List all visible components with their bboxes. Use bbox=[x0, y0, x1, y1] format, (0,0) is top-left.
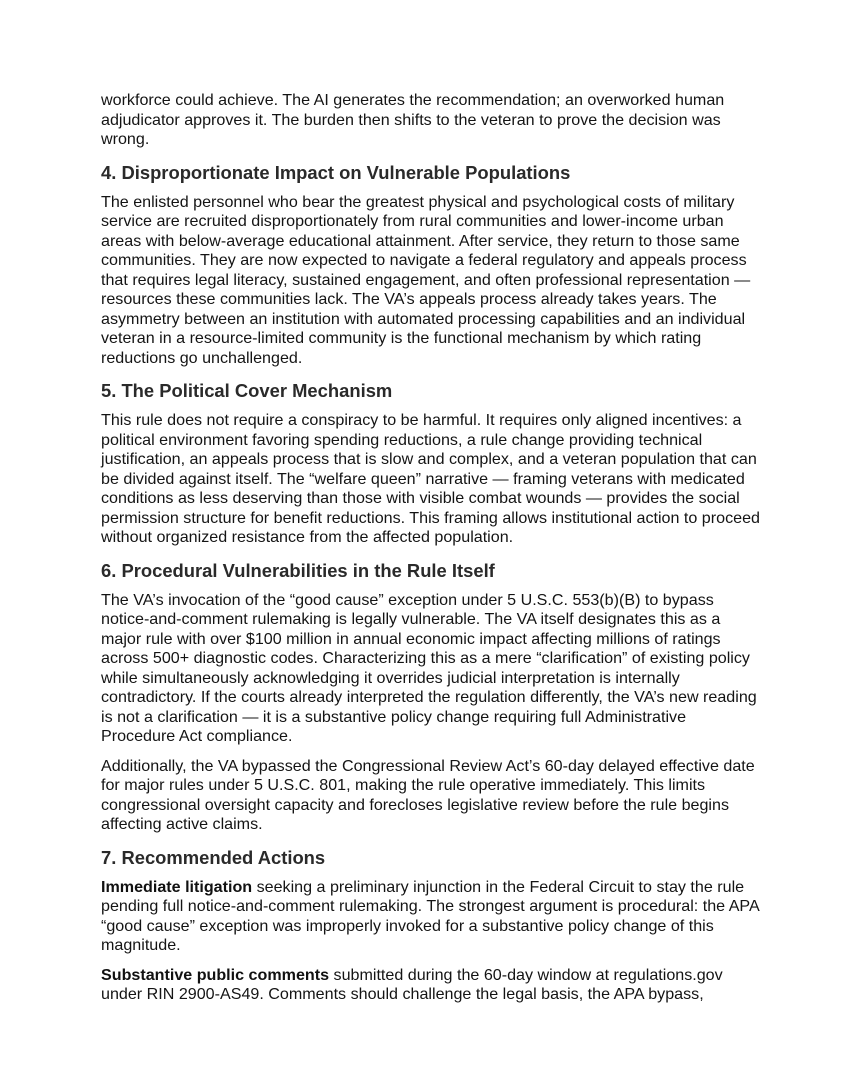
section-paragraph: The enlisted personnel who bear the greatest physical and psychological costs of military service are recruited disproportionately from rural communities and lower-income urban areas with below-average educational attainment. After service, they return to those same communities. They are now expected to navigate a federal regulatory and appeals process that requires legal literacy, sustained engagement, and often professional representation — resources these communities lack. The VA’s appeals process already takes years. The asymmetry between an institution with automated processing capabilities and an individual veteran in a resource-limited community is the functional mechanism by which rating reductions go unchallenged. bbox=[101, 192, 751, 367]
intro-paragraph: workforce could achieve. The AI generates the recommendation; an overworked human adjudicator approves it. The burden then shifts to the veteran to prove the decision was wrong. bbox=[101, 91, 725, 148]
section-recommended-actions bbox=[101, 847, 761, 1005]
section-political-cover bbox=[101, 380, 761, 548]
section-heading: 4. Disproportionate Impact on Vulnerable Populations bbox=[101, 161, 571, 183]
document-page bbox=[101, 91, 761, 1015]
section-paragraph: Additionally, the VA bypassed the Congressional Review Act’s 60-day delayed effective date for major rules under 5 U.S.C. 801, making the rule operative immediately. This limits congressional oversight capacity and forecloses legislative review before the rule begins affecting active claims. bbox=[101, 756, 755, 833]
section-procedural-vulnerabilities bbox=[101, 560, 761, 835]
action-lead: Substantive public comments bbox=[101, 965, 330, 984]
action-text: seeking a preliminary injunction in the Federal Circuit to stay the rule pending full notice-and-comment rulemaking. The strongest argument is procedural: the APA “good cause” exception was improperly invoked for a substantive policy change of this magnitude. bbox=[101, 877, 759, 954]
action-text: submitted during the 60-day window at regulations.gov under RIN 2900-AS49. Comments should challenge the legal basis, the APA bypass, bbox=[101, 965, 723, 1003]
section-heading: 6. Procedural Vulnerabilities in the Rule Itself bbox=[101, 559, 495, 581]
section-paragraph: This rule does not require a conspiracy to be harmful. It requires only aligned incentives: a political environment favoring spending reductions, a rule change providing technical justification, an appeals process that is slow and complex, and a veteran population that can be divided against itself. The “welfare queen” narrative — framing veterans with medicated conditions as less deserving than those with visible combat wounds — provides the social permission structure for benefit reductions. This framing allows institutional action to proceed without organized resistance from the affected population. bbox=[101, 411, 760, 546]
section-heading: 7. Recommended Actions bbox=[101, 846, 326, 868]
section-heading: 5. The Political Cover Mechanism bbox=[101, 380, 393, 401]
action-lead: Immediate litigation bbox=[101, 877, 253, 896]
section-vulnerable-populations bbox=[101, 162, 761, 369]
action-item-litigation bbox=[101, 878, 761, 956]
section-paragraph: The VA’s invocation of the “good cause” exception under 5 U.S.C. 553(b)(B) to bypass notice-and-comment rulemaking is legally vulnerable. The VA itself designates this as a major rule with over $100 million in annual economic impact affecting millions of ratings across 500+ diagnostic codes. Characterizing this as a mere “clarification” of existing policy while simultaneously acknowledging it overrides judicial interpretation is internally contradictory. If the courts already interpreted the regulation differently, the VA’s new reading is not a clarification — it is a substantive policy change requiring full Administrative Procedure Act compliance. bbox=[101, 590, 757, 745]
action-item-public-comments bbox=[101, 966, 761, 1005]
